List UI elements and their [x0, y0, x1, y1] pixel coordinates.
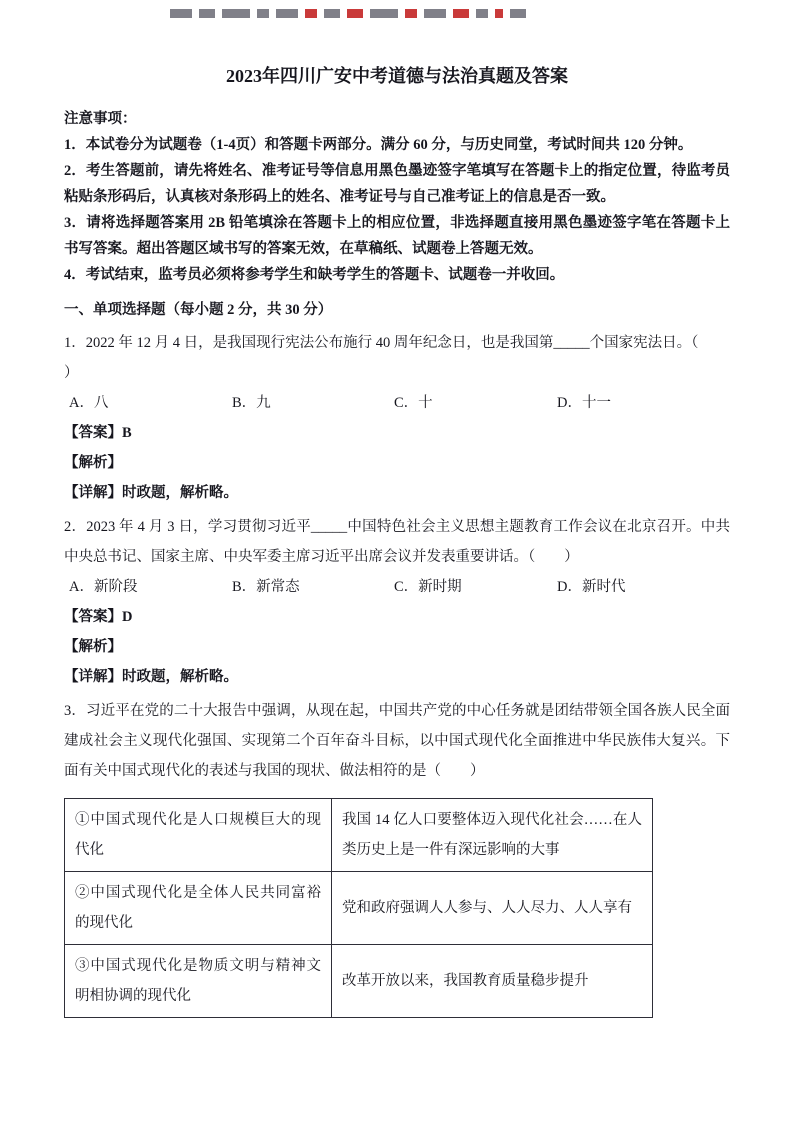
clipped-text-fragment: [324, 9, 340, 18]
clipped-text-fragment: [424, 9, 446, 18]
question-3-stem: 3．习近平在党的二十大报告中强调，从现在起，中国共产党的中心任务就是团结带领全国各族人民全面建成社会主义现代化强国、实现第二个百年奋斗目标，以中国式现代化全面推进中华民族伟大复兴。下面有关中国式现代化的表述与我国的现状、做法相符的是（ ）: [64, 703, 730, 779]
clipped-text-fragment: [276, 9, 298, 18]
question-1-options: [64, 388, 730, 418]
clipped-red-mark: [347, 9, 363, 18]
clipped-red-mark: [495, 9, 503, 18]
question-1-option-b: B．九: [232, 395, 271, 411]
table-row-3: [65, 945, 653, 1018]
question-3: [64, 696, 730, 1018]
clipped-text-fragment: [257, 9, 269, 18]
question-1-answer: 【答案】B: [64, 425, 132, 441]
question-1-option-a: A．八: [69, 395, 109, 411]
section-heading: 一、单项选择题（每小题 2 分，共 30 分）: [64, 302, 333, 318]
table-cell-description-1: 我国 14 亿人口要整体迈入现代化社会……在人类历史上是一件有深远影响的大事: [332, 799, 653, 872]
question-1-detail: 【详解】时政题，解析略。: [64, 485, 238, 501]
table-row-1: [65, 799, 653, 872]
question-2-options: [64, 572, 730, 602]
question-1-stem: 1．2022 年 12 月 4 日，是我国现行宪法公布施行 40 周年纪念日，也是我国第_____个国家宪法日。（: [64, 335, 699, 351]
question-2-analysis-label: 【解析】: [64, 639, 122, 655]
table-cell-description-2: 党和政府强调人人参与、人人尽力、人人享有: [332, 872, 653, 945]
question-2-option-d: D．新时代: [557, 579, 626, 595]
notice-item-2: 2．考生答题前，请先将姓名、准考证号等信息用黑色墨迹签字笔填写在答题卡上的指定位置，待监考员粘贴条形码后，认真核对条形码上的姓名、准考证号与自己准考证上的信息是否一致。: [64, 163, 730, 205]
question-1-analysis-label: 【解析】: [64, 455, 122, 471]
clipped-red-mark: [305, 9, 317, 18]
notice-item-4: 4．考试结束，监考员必须将参考学生和缺考学生的答题卡、试题卷一并收回。: [64, 267, 565, 283]
clipped-red-mark: [453, 9, 469, 18]
table-row-2: [65, 872, 653, 945]
notice-item-3: 3．请将选择题答案用 2B 铅笔填涂在答题卡上的相应位置，非选择题直接用黑色墨迹签字笔在答题卡上书写答案。超出答题区域书写的答案无效，在草稿纸、试题卷上答题无效。: [64, 215, 730, 257]
exam-title: 2023年四川广安中考道德与法治真题及答案: [226, 66, 568, 86]
question-2-option-b: B．新常态: [232, 579, 300, 595]
notice-item-1: 1．本试卷分为试题卷（1-4页）和答题卡两部分。满分 60 分，与历史同堂，考试时间共 120 分钟。: [64, 137, 693, 153]
question-1-option-c: C．十: [394, 395, 433, 411]
question-2-option-a: A．新阶段: [69, 579, 138, 595]
question-1: [64, 328, 730, 508]
clipped-text-fragment: [510, 9, 526, 18]
clipped-header-text-artifact: [170, 6, 650, 18]
clipped-text-fragment: [370, 9, 398, 18]
question-2-answer: 【答案】D: [64, 609, 133, 625]
clipped-text-fragment: [222, 9, 250, 18]
question-1-stem-close: ）: [64, 365, 79, 381]
clipped-text-fragment: [476, 9, 488, 18]
question-2-stem: 2．2023 年 4 月 3 日，学习贯彻习近平_____中国特色社会主义思想主题教育工作会议在北京召开。中共中央总书记、国家主席、中央军委主席习近平出席会议并发表重要讲话。（ ）: [64, 519, 730, 565]
table-cell-statement-3: ③中国式现代化是物质文明与精神文明相协调的现代化: [65, 945, 332, 1018]
table-cell-statement-1: ①中国式现代化是人口规模巨大的现代化: [65, 799, 332, 872]
notice-heading: 注意事项：: [64, 111, 137, 127]
question-3-table: [64, 798, 653, 1018]
notice-section: [64, 106, 730, 288]
question-2: [64, 512, 730, 692]
question-2-detail: 【详解】时政题，解析略。: [64, 669, 238, 685]
table-cell-description-3: 改革开放以来，我国教育质量稳步提升: [332, 945, 653, 1018]
clipped-text-fragment: [170, 9, 192, 18]
question-2-option-c: C．新时期: [394, 579, 462, 595]
clipped-red-mark: [405, 9, 417, 18]
question-1-option-d: D．十一: [557, 395, 611, 411]
clipped-text-fragment: [199, 9, 215, 18]
table-cell-statement-2: ②中国式现代化是全体人民共同富裕的现代化: [65, 872, 332, 945]
